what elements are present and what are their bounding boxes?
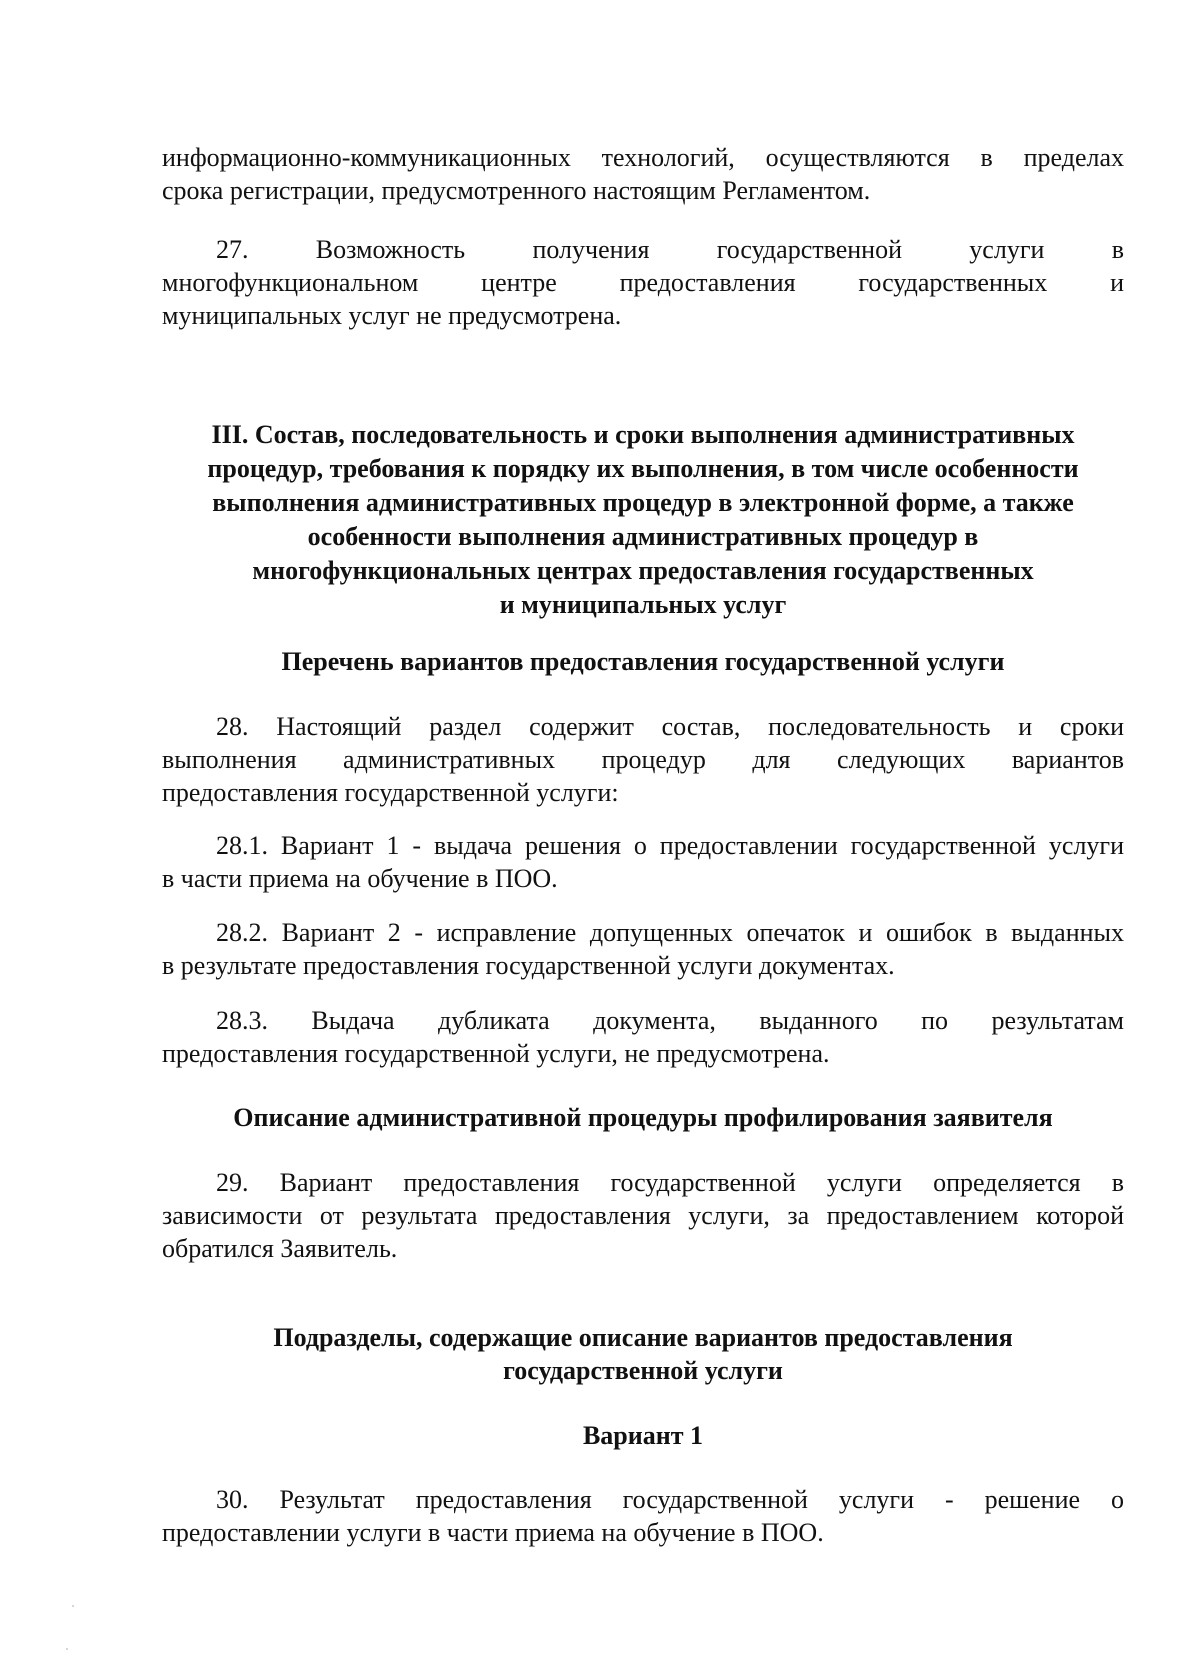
- section-title: [162, 418, 1124, 622]
- paragraph-line: 30. Результат предоставления государственной услуги - решение о: [216, 1485, 1124, 1514]
- paragraph-continuation: [162, 141, 1124, 207]
- heading-subsections: [162, 1321, 1124, 1387]
- section-title-line: и муниципальных услуг: [499, 590, 787, 619]
- paragraph-line: предоставления государственной услуги, не предусмотрена.: [162, 1039, 830, 1068]
- heading-variant-1: [162, 1419, 1124, 1452]
- section-title-line: многофункциональных центрах предоставления государственных: [252, 556, 1034, 585]
- paragraph-29: [162, 1166, 1124, 1265]
- paragraph-28-2: [162, 916, 1124, 982]
- paragraph-line: 29. Вариант предоставления государственной услуги определяется в: [216, 1168, 1124, 1197]
- paragraph-line: зависимости от результата предоставления услуги, за предоставлением которой: [162, 1201, 1124, 1230]
- paragraph-line: многофункциональном центре предоставления государственных и: [162, 268, 1124, 297]
- paragraph-line: выполнения административных процедур для следующих вариантов: [162, 745, 1124, 774]
- paragraph-line: информационно-коммуникационных технологий, осуществляются в пределах: [162, 143, 1124, 172]
- paragraph-30: [162, 1483, 1124, 1549]
- paragraph-line: предоставлении услуги в части приема на обучение в ПОО.: [162, 1518, 824, 1547]
- subheading: Описание административной процедуры профилирования заявителя: [233, 1103, 1053, 1132]
- paragraph-line: предоставления государственной услуги:: [162, 778, 619, 807]
- subheading-line: Подразделы, содержащие описание вариантов предоставления: [273, 1323, 1013, 1352]
- heading-variants: [162, 645, 1124, 678]
- paragraph-line: обратился Заявитель.: [162, 1234, 398, 1263]
- subheading: Перечень вариантов предоставления государственной услуги: [281, 647, 1005, 676]
- paragraph-28: [162, 710, 1124, 809]
- section-title-line: процедур, требования к порядку их выполнения, в том числе особенности: [207, 454, 1079, 483]
- paragraph-line: муниципальных услуг не предусмотрена.: [162, 301, 622, 330]
- section-title-line: выполнения административных процедур в электронной форме, а также: [212, 488, 1074, 517]
- section-title-line: III. Состав, последовательность и сроки выполнения административных: [211, 420, 1075, 449]
- scan-speck: [72, 1605, 74, 1607]
- paragraph-line: 28.1. Вариант 1 - выдача решения о предоставлении государственной услуги: [216, 831, 1124, 860]
- section-title-line: особенности выполнения административных процедур в: [307, 522, 979, 551]
- paragraph-line: срока регистрации, предусмотренного настоящим Регламентом.: [162, 176, 871, 205]
- paragraph-line: 27. Возможность получения государственной услуги в: [216, 235, 1124, 264]
- paragraph-line: 28. Настоящий раздел содержит состав, последовательность и сроки: [216, 712, 1124, 741]
- paragraph-27: [162, 233, 1124, 332]
- scan-speck: [66, 1648, 68, 1650]
- paragraph-line: 28.3. Выдача дубликата документа, выданного по результатам: [216, 1006, 1124, 1035]
- subheading-line: государственной услуги: [503, 1356, 783, 1385]
- paragraph-line: в результате предоставления государственной услуги документах.: [162, 951, 895, 980]
- subheading: Вариант 1: [582, 1421, 704, 1450]
- paragraph-line: в части приема на обучение в ПОО.: [162, 864, 558, 893]
- paragraph-line: 28.2. Вариант 2 - исправление допущенных опечаток и ошибок в выданных: [216, 918, 1124, 947]
- paragraph-28-1: [162, 829, 1124, 895]
- heading-profiling: [162, 1101, 1124, 1134]
- paragraph-28-3: [162, 1004, 1124, 1070]
